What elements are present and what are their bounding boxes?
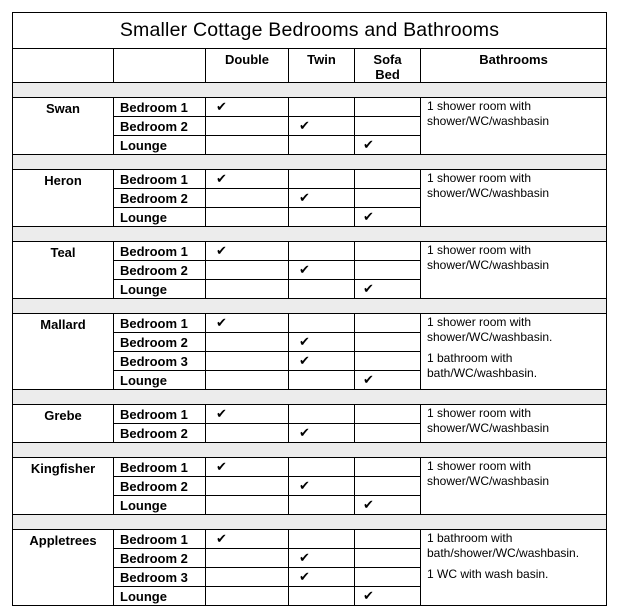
check-icon: ✔ — [363, 281, 374, 296]
cottage-table — [12, 12, 607, 606]
double-cell — [206, 371, 289, 390]
header-row — [13, 49, 607, 83]
room-label: Bedroom 1 — [114, 405, 206, 424]
separator-cell — [13, 390, 607, 405]
sofa-cell — [355, 280, 421, 299]
bathrooms-cell — [421, 458, 607, 515]
header-room-blank — [114, 49, 206, 83]
room-label: Bedroom 1 — [114, 314, 206, 333]
room-row — [13, 458, 607, 477]
header-twin: Twin — [289, 49, 355, 83]
bathrooms-cell — [421, 314, 607, 390]
room-label: Bedroom 1 — [114, 242, 206, 261]
check-icon: ✔ — [216, 315, 227, 330]
sofa-cell — [355, 424, 421, 443]
separator-row — [13, 155, 607, 170]
room-label: Bedroom 1 — [114, 530, 206, 549]
check-icon: ✔ — [216, 531, 227, 546]
check-icon: ✔ — [299, 425, 310, 440]
bathroom-text: 1 shower room with shower/WC/washbasin — [427, 406, 550, 435]
twin-cell — [289, 496, 355, 515]
cottage-name: Swan — [13, 98, 114, 155]
sofa-cell — [355, 371, 421, 390]
bathroom-text: 1 shower room with shower/WC/washbasin — [427, 243, 550, 272]
check-icon: ✔ — [363, 137, 374, 152]
separator-cell — [13, 299, 607, 314]
room-label: Bedroom 2 — [114, 424, 206, 443]
sofa-cell — [355, 333, 421, 352]
twin-cell — [289, 333, 355, 352]
double-cell — [206, 208, 289, 227]
cottage-name: Mallard — [13, 314, 114, 390]
room-label: Bedroom 2 — [114, 549, 206, 568]
check-icon: ✔ — [363, 497, 374, 512]
double-cell — [206, 477, 289, 496]
sofa-cell — [355, 189, 421, 208]
sofa-cell — [355, 117, 421, 136]
room-row — [13, 530, 607, 549]
room-label: Bedroom 2 — [114, 261, 206, 280]
sofa-cell — [355, 208, 421, 227]
room-label: Bedroom 2 — [114, 189, 206, 208]
room-label: Bedroom 2 — [114, 333, 206, 352]
check-icon: ✔ — [363, 588, 374, 603]
twin-cell — [289, 352, 355, 371]
room-label: Lounge — [114, 136, 206, 155]
separator-row — [13, 83, 607, 98]
header-sofa-line1: Sofa — [373, 52, 402, 67]
double-cell — [206, 568, 289, 587]
sofa-cell — [355, 405, 421, 424]
twin-cell — [289, 170, 355, 189]
room-label: Bedroom 3 — [114, 352, 206, 371]
separator-row — [13, 227, 607, 242]
sofa-cell — [355, 477, 421, 496]
bathrooms-cell — [421, 530, 607, 606]
sofa-cell — [355, 568, 421, 587]
twin-cell — [289, 477, 355, 496]
room-row — [13, 314, 607, 333]
twin-cell — [289, 280, 355, 299]
header-sofa-bed — [355, 49, 421, 83]
bathrooms-cell — [421, 98, 607, 155]
bathrooms-cell — [421, 405, 607, 443]
sofa-cell — [355, 530, 421, 549]
room-row — [13, 242, 607, 261]
twin-cell — [289, 261, 355, 280]
twin-cell — [289, 371, 355, 390]
bathroom-text: 1 shower room with shower/WC/washbasin — [427, 171, 550, 200]
sofa-cell — [355, 549, 421, 568]
room-row — [13, 170, 607, 189]
twin-cell — [289, 530, 355, 549]
separator-row — [13, 299, 607, 314]
check-icon: ✔ — [299, 353, 310, 368]
bathroom-text: 1 bathroom with bath/WC/washbasin. — [427, 351, 538, 380]
sofa-cell — [355, 136, 421, 155]
double-cell — [206, 549, 289, 568]
double-cell — [206, 280, 289, 299]
room-label: Lounge — [114, 280, 206, 299]
double-cell — [206, 136, 289, 155]
check-icon: ✔ — [216, 459, 227, 474]
room-label: Lounge — [114, 208, 206, 227]
room-label: Lounge — [114, 587, 206, 606]
twin-cell — [289, 587, 355, 606]
header-double: Double — [206, 49, 289, 83]
check-icon: ✔ — [216, 171, 227, 186]
separator-cell — [13, 83, 607, 98]
separator-cell — [13, 227, 607, 242]
sofa-cell — [355, 170, 421, 189]
twin-cell — [289, 549, 355, 568]
cottage-name: Teal — [13, 242, 114, 299]
cottage-name: Grebe — [13, 405, 114, 443]
twin-cell — [289, 458, 355, 477]
bathroom-text: 1 WC with wash basin. — [427, 567, 549, 581]
room-label: Bedroom 1 — [114, 98, 206, 117]
twin-cell — [289, 424, 355, 443]
header-sofa-line2: Bed — [375, 67, 400, 82]
bathrooms-cell — [421, 242, 607, 299]
sofa-cell — [355, 496, 421, 515]
sofa-cell — [355, 352, 421, 371]
twin-cell — [289, 314, 355, 333]
twin-cell — [289, 136, 355, 155]
room-label: Bedroom 2 — [114, 477, 206, 496]
twin-cell — [289, 242, 355, 261]
separator-row — [13, 390, 607, 405]
separator-cell — [13, 515, 607, 530]
double-cell — [206, 352, 289, 371]
twin-cell — [289, 117, 355, 136]
double-cell — [206, 458, 289, 477]
double-cell — [206, 314, 289, 333]
room-row — [13, 98, 607, 117]
double-cell — [206, 424, 289, 443]
bathroom-text: 1 shower room with shower/WC/washbasin. — [427, 315, 553, 344]
double-cell — [206, 496, 289, 515]
double-cell — [206, 117, 289, 136]
twin-cell — [289, 98, 355, 117]
sofa-cell — [355, 314, 421, 333]
twin-cell — [289, 405, 355, 424]
room-label: Bedroom 1 — [114, 458, 206, 477]
check-icon: ✔ — [299, 118, 310, 133]
bathrooms-cell — [421, 170, 607, 227]
double-cell — [206, 170, 289, 189]
check-icon: ✔ — [216, 406, 227, 421]
bathroom-text: 1 shower room with shower/WC/washbasin — [427, 99, 550, 128]
double-cell — [206, 189, 289, 208]
table-title: Smaller Cottage Bedrooms and Bathrooms — [13, 13, 607, 49]
check-icon: ✔ — [299, 262, 310, 277]
double-cell — [206, 98, 289, 117]
check-icon: ✔ — [216, 99, 227, 114]
sofa-cell — [355, 261, 421, 280]
room-label: Bedroom 3 — [114, 568, 206, 587]
room-label: Lounge — [114, 371, 206, 390]
double-cell — [206, 261, 289, 280]
twin-cell — [289, 568, 355, 587]
room-row — [13, 405, 607, 424]
double-cell — [206, 333, 289, 352]
sofa-cell — [355, 98, 421, 117]
check-icon: ✔ — [216, 243, 227, 258]
header-bathrooms: Bathrooms — [421, 49, 607, 83]
bathroom-text: 1 bathroom with bath/shower/WC/washbasin. — [427, 531, 580, 560]
room-label: Lounge — [114, 496, 206, 515]
sofa-cell — [355, 242, 421, 261]
check-icon: ✔ — [299, 569, 310, 584]
check-icon: ✔ — [363, 372, 374, 387]
double-cell — [206, 405, 289, 424]
twin-cell — [289, 208, 355, 227]
cottage-name: Kingfisher — [13, 458, 114, 515]
double-cell — [206, 587, 289, 606]
double-cell — [206, 530, 289, 549]
check-icon: ✔ — [299, 190, 310, 205]
cottage-name: Heron — [13, 170, 114, 227]
separator-row — [13, 443, 607, 458]
check-icon: ✔ — [299, 334, 310, 349]
check-icon: ✔ — [299, 478, 310, 493]
room-label: Bedroom 2 — [114, 117, 206, 136]
double-cell — [206, 242, 289, 261]
twin-cell — [289, 189, 355, 208]
check-icon: ✔ — [299, 550, 310, 565]
room-label: Bedroom 1 — [114, 170, 206, 189]
separator-cell — [13, 155, 607, 170]
check-icon: ✔ — [363, 209, 374, 224]
separator-cell — [13, 443, 607, 458]
sofa-cell — [355, 458, 421, 477]
bathroom-text: 1 shower room with shower/WC/washbasin — [427, 459, 550, 488]
header-cottage-blank — [13, 49, 114, 83]
sofa-cell — [355, 587, 421, 606]
cottage-name: Appletrees — [13, 530, 114, 606]
separator-row — [13, 515, 607, 530]
